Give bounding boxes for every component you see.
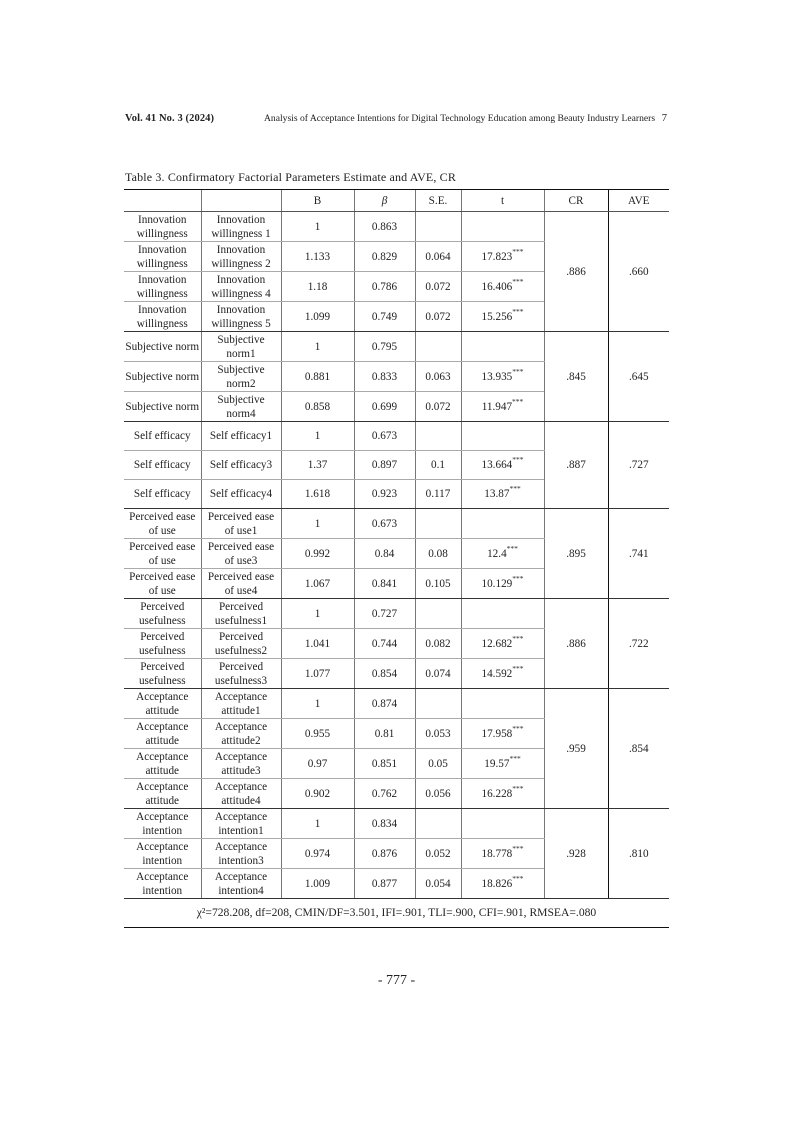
t-value: 13.664 xyxy=(481,459,513,471)
significance-marker: *** xyxy=(512,366,524,376)
column-header xyxy=(124,190,201,212)
table-row xyxy=(124,689,669,719)
t-cell xyxy=(461,689,544,719)
significance-marker: *** xyxy=(512,723,524,733)
t-value: 15.256 xyxy=(481,310,513,323)
beta-cell: 0.673 xyxy=(354,422,415,451)
se-cell: 0.1 xyxy=(415,451,461,480)
factor-cell: Perceived usefulness xyxy=(124,629,201,659)
item-cell: Innovation willingness 4 xyxy=(201,272,281,302)
column-header xyxy=(201,190,281,212)
b-cell: 1.133 xyxy=(281,242,354,272)
significance-marker: *** xyxy=(509,484,521,494)
significance-marker: *** xyxy=(512,843,524,853)
fit-indices-row xyxy=(124,899,669,928)
se-cell xyxy=(415,689,461,719)
item-cell: Self efficacy3 xyxy=(201,451,281,480)
beta-cell: 0.762 xyxy=(354,779,415,809)
item-cell: Innovation willingness 5 xyxy=(201,302,281,332)
item-cell: Subjective norm4 xyxy=(201,392,281,422)
cr-cell: .886 xyxy=(544,212,608,332)
t-value: 13.935 xyxy=(481,370,513,383)
t-value: 12.4 xyxy=(487,547,507,560)
se-cell xyxy=(415,509,461,539)
table-row xyxy=(124,809,669,839)
t-cell xyxy=(461,212,544,242)
beta-cell: 0.833 xyxy=(354,362,415,392)
b-cell: 1.099 xyxy=(281,302,354,332)
t-cell xyxy=(461,509,544,539)
se-cell xyxy=(415,332,461,362)
item-cell: Innovation willingness 1 xyxy=(201,212,281,242)
table-row xyxy=(124,509,669,539)
t-cell xyxy=(461,659,544,689)
item-cell: Acceptance attitude3 xyxy=(201,749,281,779)
t-value: 19.57 xyxy=(484,757,510,770)
ave-cell: .645 xyxy=(608,332,669,422)
cfa-table xyxy=(124,189,669,928)
cr-cell: .928 xyxy=(544,809,608,899)
column-header: B xyxy=(281,190,354,212)
beta-cell: 0.897 xyxy=(354,451,415,480)
se-cell: 0.053 xyxy=(415,719,461,749)
significance-marker: *** xyxy=(512,873,524,883)
t-cell xyxy=(461,451,544,480)
b-cell: 1 xyxy=(281,509,354,539)
factor-cell: Subjective norm xyxy=(124,362,201,392)
b-cell: 1 xyxy=(281,422,354,451)
b-cell: 1.067 xyxy=(281,569,354,599)
b-cell: 1.618 xyxy=(281,480,354,509)
significance-marker: *** xyxy=(509,753,521,763)
significance-marker: *** xyxy=(512,783,524,793)
beta-cell: 0.863 xyxy=(354,212,415,242)
t-value: 17.823 xyxy=(481,250,513,263)
factor-cell: Perceived ease of use xyxy=(124,569,201,599)
item-cell: Acceptance attitude1 xyxy=(201,689,281,719)
t-value: 18.826 xyxy=(481,877,513,890)
cr-cell: .845 xyxy=(544,332,608,422)
ave-cell: .741 xyxy=(608,509,669,599)
t-cell xyxy=(461,272,544,302)
fit-indices: χ²=728.208, df=208, CMIN/DF=3.501, IFI=.901, TLI=.900, CFI=.901, RMSEA=.080 xyxy=(124,899,669,928)
t-cell xyxy=(461,629,544,659)
se-cell: 0.072 xyxy=(415,302,461,332)
item-cell: Perceived usefulness3 xyxy=(201,659,281,689)
t-cell xyxy=(461,869,544,899)
t-value: 14.592 xyxy=(481,667,513,680)
b-cell: 1 xyxy=(281,212,354,242)
beta-cell: 0.851 xyxy=(354,749,415,779)
beta-cell: 0.877 xyxy=(354,869,415,899)
t-cell xyxy=(461,749,544,779)
item-cell: Innovation willingness 2 xyxy=(201,242,281,272)
header-page-number: 7 xyxy=(661,113,667,124)
cr-cell: .887 xyxy=(544,422,608,509)
significance-marker: *** xyxy=(512,455,524,465)
b-cell: 1 xyxy=(281,809,354,839)
item-cell: Self efficacy4 xyxy=(201,480,281,509)
beta-cell: 0.841 xyxy=(354,569,415,599)
se-cell: 0.072 xyxy=(415,272,461,302)
se-cell xyxy=(415,212,461,242)
b-cell: 1.37 xyxy=(281,451,354,480)
se-cell xyxy=(415,599,461,629)
factor-cell: Perceived usefulness xyxy=(124,659,201,689)
significance-marker: *** xyxy=(512,396,524,406)
b-cell: 0.858 xyxy=(281,392,354,422)
t-cell xyxy=(461,392,544,422)
factor-cell: Perceived ease of use xyxy=(124,509,201,539)
factor-cell: Self efficacy xyxy=(124,480,201,509)
se-cell xyxy=(415,809,461,839)
t-value: 16.228 xyxy=(481,787,513,800)
se-cell xyxy=(415,422,461,451)
se-cell: 0.052 xyxy=(415,839,461,869)
b-cell: 0.955 xyxy=(281,719,354,749)
item-cell: Acceptance intention4 xyxy=(201,869,281,899)
factor-cell: Acceptance attitude xyxy=(124,689,201,719)
se-cell: 0.064 xyxy=(415,242,461,272)
column-header: β xyxy=(354,190,415,212)
t-cell xyxy=(461,362,544,392)
item-cell: Perceived usefulness1 xyxy=(201,599,281,629)
item-cell: Perceived ease of use1 xyxy=(201,509,281,539)
b-cell: 0.992 xyxy=(281,539,354,569)
se-cell: 0.056 xyxy=(415,779,461,809)
factor-cell: Subjective norm xyxy=(124,332,201,362)
t-value: 18.778 xyxy=(481,847,513,860)
factor-cell: Acceptance attitude xyxy=(124,719,201,749)
cr-cell: .886 xyxy=(544,599,608,689)
running-header xyxy=(125,113,670,127)
significance-marker: *** xyxy=(506,543,518,553)
t-cell xyxy=(461,809,544,839)
table-row xyxy=(124,212,669,242)
t-value: 13.87 xyxy=(484,488,510,500)
beta-cell: 0.874 xyxy=(354,689,415,719)
b-cell: 0.97 xyxy=(281,749,354,779)
beta-cell: 0.81 xyxy=(354,719,415,749)
b-cell: 1.041 xyxy=(281,629,354,659)
item-cell: Subjective norm2 xyxy=(201,362,281,392)
item-cell: Acceptance attitude2 xyxy=(201,719,281,749)
se-cell: 0.082 xyxy=(415,629,461,659)
volume-info: Vol. 41 No. 3 (2024) xyxy=(125,113,215,124)
column-header: t xyxy=(461,190,544,212)
se-cell: 0.063 xyxy=(415,362,461,392)
ave-cell: .727 xyxy=(608,422,669,509)
se-cell: 0.074 xyxy=(415,659,461,689)
significance-marker: *** xyxy=(512,633,524,643)
beta-cell: 0.876 xyxy=(354,839,415,869)
item-cell: Subjective norm1 xyxy=(201,332,281,362)
item-cell: Acceptance intention3 xyxy=(201,839,281,869)
t-cell xyxy=(461,480,544,509)
factor-cell: Acceptance intention xyxy=(124,839,201,869)
beta-cell: 0.749 xyxy=(354,302,415,332)
t-cell xyxy=(461,539,544,569)
t-value: 16.406 xyxy=(481,280,513,293)
column-header: AVE xyxy=(608,190,669,212)
factor-cell: Innovation willingness xyxy=(124,272,201,302)
journal-article-title: Analysis of Acceptance Intentions for Digital Technology Education among Beauty Industry Learners xyxy=(264,113,656,124)
b-cell: 1.077 xyxy=(281,659,354,689)
table-row xyxy=(124,599,669,629)
b-cell: 1 xyxy=(281,599,354,629)
factor-cell: Self efficacy xyxy=(124,451,201,480)
t-cell xyxy=(461,242,544,272)
t-cell xyxy=(461,719,544,749)
table-row xyxy=(124,422,669,451)
t-value: 11.947 xyxy=(481,400,513,413)
t-cell xyxy=(461,599,544,629)
factor-cell: Self efficacy xyxy=(124,422,201,451)
significance-marker: *** xyxy=(512,573,524,583)
beta-cell: 0.744 xyxy=(354,629,415,659)
ave-cell: .722 xyxy=(608,599,669,689)
item-cell: Perceived usefulness2 xyxy=(201,629,281,659)
b-cell: 0.881 xyxy=(281,362,354,392)
beta-cell: 0.829 xyxy=(354,242,415,272)
t-value: 17.958 xyxy=(481,727,513,740)
significance-marker: *** xyxy=(512,246,524,256)
beta-cell: 0.673 xyxy=(354,509,415,539)
se-cell: 0.08 xyxy=(415,539,461,569)
beta-cell: 0.834 xyxy=(354,809,415,839)
item-cell: Acceptance attitude4 xyxy=(201,779,281,809)
beta-cell: 0.84 xyxy=(354,539,415,569)
se-cell: 0.05 xyxy=(415,749,461,779)
factor-cell: Acceptance intention xyxy=(124,809,201,839)
b-cell: 1.18 xyxy=(281,272,354,302)
b-cell: 1 xyxy=(281,689,354,719)
significance-marker: *** xyxy=(512,276,524,286)
factor-cell: Innovation willingness xyxy=(124,242,201,272)
b-cell: 1.009 xyxy=(281,869,354,899)
factor-cell: Perceived usefulness xyxy=(124,599,201,629)
beta-cell: 0.923 xyxy=(354,480,415,509)
factor-cell: Perceived ease of use xyxy=(124,539,201,569)
beta-cell: 0.786 xyxy=(354,272,415,302)
ave-cell: .660 xyxy=(608,212,669,332)
factor-cell: Innovation willingness xyxy=(124,212,201,242)
ave-cell: .810 xyxy=(608,809,669,899)
column-header: S.E. xyxy=(415,190,461,212)
cr-cell: .895 xyxy=(544,509,608,599)
factor-cell: Subjective norm xyxy=(124,392,201,422)
se-cell: 0.072 xyxy=(415,392,461,422)
b-cell: 0.974 xyxy=(281,839,354,869)
t-cell xyxy=(461,569,544,599)
table-row xyxy=(124,332,669,362)
factor-cell: Innovation willingness xyxy=(124,302,201,332)
item-cell: Perceived ease of use4 xyxy=(201,569,281,599)
cr-cell: .959 xyxy=(544,689,608,809)
t-cell xyxy=(461,422,544,451)
factor-cell: Acceptance intention xyxy=(124,869,201,899)
t-cell xyxy=(461,839,544,869)
factor-cell: Acceptance attitude xyxy=(124,749,201,779)
se-cell: 0.117 xyxy=(415,480,461,509)
t-cell xyxy=(461,332,544,362)
significance-marker: *** xyxy=(512,306,524,316)
significance-marker: *** xyxy=(512,663,524,673)
beta-cell: 0.795 xyxy=(354,332,415,362)
ave-cell: .854 xyxy=(608,689,669,809)
se-cell: 0.105 xyxy=(415,569,461,599)
factor-cell: Acceptance attitude xyxy=(124,779,201,809)
t-value: 12.682 xyxy=(481,637,513,650)
t-value: 10.129 xyxy=(481,577,513,590)
table-caption: Table 3. Confirmatory Factorial Parameters Estimate and AVE, CR xyxy=(125,170,456,184)
column-header: CR xyxy=(544,190,608,212)
item-cell: Self efficacy1 xyxy=(201,422,281,451)
t-cell xyxy=(461,779,544,809)
se-cell: 0.054 xyxy=(415,869,461,899)
item-cell: Perceived ease of use3 xyxy=(201,539,281,569)
t-cell xyxy=(461,302,544,332)
beta-cell: 0.699 xyxy=(354,392,415,422)
table-header-row xyxy=(124,190,669,212)
beta-cell: 0.854 xyxy=(354,659,415,689)
beta-cell: 0.727 xyxy=(354,599,415,629)
page-number: - 777 - xyxy=(377,973,416,988)
b-cell: 1 xyxy=(281,332,354,362)
b-cell: 0.902 xyxy=(281,779,354,809)
item-cell: Acceptance intention1 xyxy=(201,809,281,839)
